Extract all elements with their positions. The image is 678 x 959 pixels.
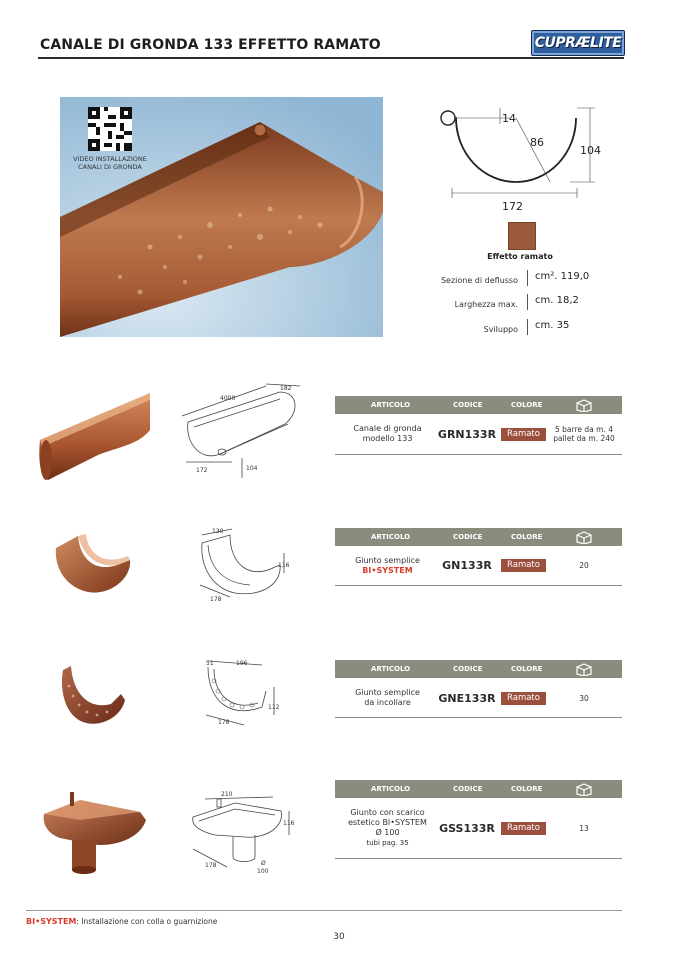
color-badge: Ramato — [501, 559, 546, 572]
table-bottom-rule — [335, 454, 622, 455]
desc-line: Canale di gronda — [353, 424, 422, 433]
finish-label: Effetto ramato — [487, 252, 553, 261]
header-articolo: ARTICOLO — [371, 533, 411, 541]
table-header — [335, 528, 622, 546]
dim-width-label: 210 — [221, 791, 233, 798]
table-header — [335, 660, 622, 678]
dim-diameter-symbol: Ø — [261, 860, 266, 867]
product-photo-joint — [50, 530, 135, 600]
product-photo-glue-joint — [55, 660, 130, 730]
color-badge: Ramato — [501, 428, 546, 441]
header-colore: COLORE — [511, 665, 543, 673]
qr-caption: VIDEO INSTALLAZIONE CANALI DI GRONDA — [73, 155, 147, 171]
header-colore: COLORE — [511, 401, 543, 409]
brand-logo: CUPRÆLITE — [531, 30, 625, 56]
product-code: GN133R — [442, 559, 492, 572]
desc-line: estetico BI•SYSTEM — [348, 818, 427, 827]
dim-diameter-label: 100 — [257, 868, 269, 875]
bisystem-brand: BI•SYSTEM — [362, 566, 413, 575]
product-description — [335, 556, 440, 576]
spec-label: Larghezza max. — [454, 300, 518, 309]
product-drawing-outlet-joint — [185, 787, 300, 877]
desc-line: tubi pag. 35 — [366, 839, 409, 847]
box-icon — [575, 398, 593, 412]
desc-line: Ø 100 — [375, 828, 400, 837]
color-badge: Ramato — [501, 822, 546, 835]
pack-line: 30 — [579, 694, 589, 703]
footer-note — [26, 917, 217, 926]
pack-line: 13 — [579, 824, 589, 833]
desc-line: da incollare — [364, 698, 411, 707]
dim-height-label: 104 — [580, 144, 601, 157]
desc-line: modello 133 — [362, 434, 413, 443]
product-description — [335, 808, 440, 848]
product-photo-gutter — [38, 385, 153, 485]
header-articolo: ARTICOLO — [371, 401, 411, 409]
gutter-section-drawing — [430, 100, 610, 215]
dim-length-label: 178 — [205, 862, 217, 869]
dim-width-label: 172 — [196, 467, 208, 474]
pack-line: 20 — [579, 561, 589, 570]
pack-line: pallet da m. 240 — [553, 434, 615, 443]
product-code: GRN133R — [437, 428, 497, 441]
color-badge: Ramato — [501, 692, 546, 705]
header-codice: CODICE — [453, 533, 483, 541]
product-description — [335, 688, 440, 708]
packaging-info — [548, 561, 620, 570]
header-articolo: ARTICOLO — [371, 785, 411, 793]
desc-line: Giunto con scarico — [350, 808, 425, 817]
dim-length-label: 178 — [218, 719, 230, 726]
dim-height-label: 104 — [246, 465, 258, 472]
box-icon — [575, 662, 593, 676]
desc-line: Giunto semplice — [355, 556, 420, 565]
dim-length-label: 178 — [210, 596, 222, 603]
packaging-info — [548, 824, 620, 833]
dim-width-label: 196 — [236, 660, 248, 667]
product-drawing-joint — [190, 525, 300, 605]
header-codice: CODICE — [453, 665, 483, 673]
finish-swatch — [508, 222, 536, 250]
dim-height-label: 116 — [278, 562, 290, 569]
dim-radius-label: 86 — [530, 136, 544, 149]
title-divider — [38, 57, 624, 59]
header-colore: COLORE — [511, 533, 543, 541]
dim-height-label: 112 — [268, 704, 280, 711]
packaging-info — [548, 694, 620, 703]
page-title: CANALE DI GRONDA 133 EFFETTO RAMATO — [40, 37, 381, 53]
box-icon — [575, 530, 593, 544]
product-photo-outlet-joint — [40, 792, 150, 877]
packaging-info — [548, 425, 620, 443]
header-codice: CODICE — [453, 401, 483, 409]
table-bottom-rule — [335, 717, 622, 718]
footer-note-text: : Installazione con colla o guarnizione — [76, 917, 218, 926]
pack-line: 5 barre da m. 4 — [555, 425, 613, 434]
header-colore: COLORE — [511, 785, 543, 793]
product-description — [335, 424, 440, 444]
dim-width-label: 172 — [502, 200, 523, 213]
spec-divider — [527, 319, 528, 335]
header-articolo: ARTICOLO — [371, 665, 411, 673]
table-bottom-rule — [335, 858, 622, 859]
header-codice: CODICE — [453, 785, 483, 793]
footer-divider — [26, 910, 622, 911]
dim-top-label: 14 — [502, 112, 516, 125]
product-code: GNE133R — [438, 692, 496, 705]
dim-height-label: 116 — [283, 820, 295, 827]
spec-divider — [527, 270, 528, 286]
table-bottom-rule — [335, 585, 622, 586]
dim-length-label: 4000 — [220, 395, 236, 402]
table-header — [335, 396, 622, 414]
spec-label: Sezione di deflusso — [440, 276, 518, 285]
bisystem-brand: BI•SYSTEM — [26, 917, 77, 926]
spec-divider — [527, 294, 528, 310]
spec-label: Sviluppo — [483, 325, 518, 334]
product-drawing-gutter — [180, 382, 305, 482]
product-code: GSS133R — [439, 822, 495, 835]
spec-value: cm. 35 — [535, 320, 570, 331]
dim-flange-label: 51 — [206, 660, 214, 667]
spec-value: cm. 18,2 — [535, 295, 579, 306]
product-drawing-glue-joint — [200, 657, 280, 727]
qr-code-icon[interactable] — [88, 107, 132, 151]
desc-line: Giunto semplice — [355, 688, 420, 697]
box-icon — [575, 782, 593, 796]
dim-width-label: 182 — [280, 385, 292, 392]
page-number: 30 — [333, 932, 345, 942]
table-header — [335, 780, 622, 798]
dim-width-label: 130 — [212, 528, 224, 535]
spec-value: cm². 119,0 — [535, 271, 590, 282]
